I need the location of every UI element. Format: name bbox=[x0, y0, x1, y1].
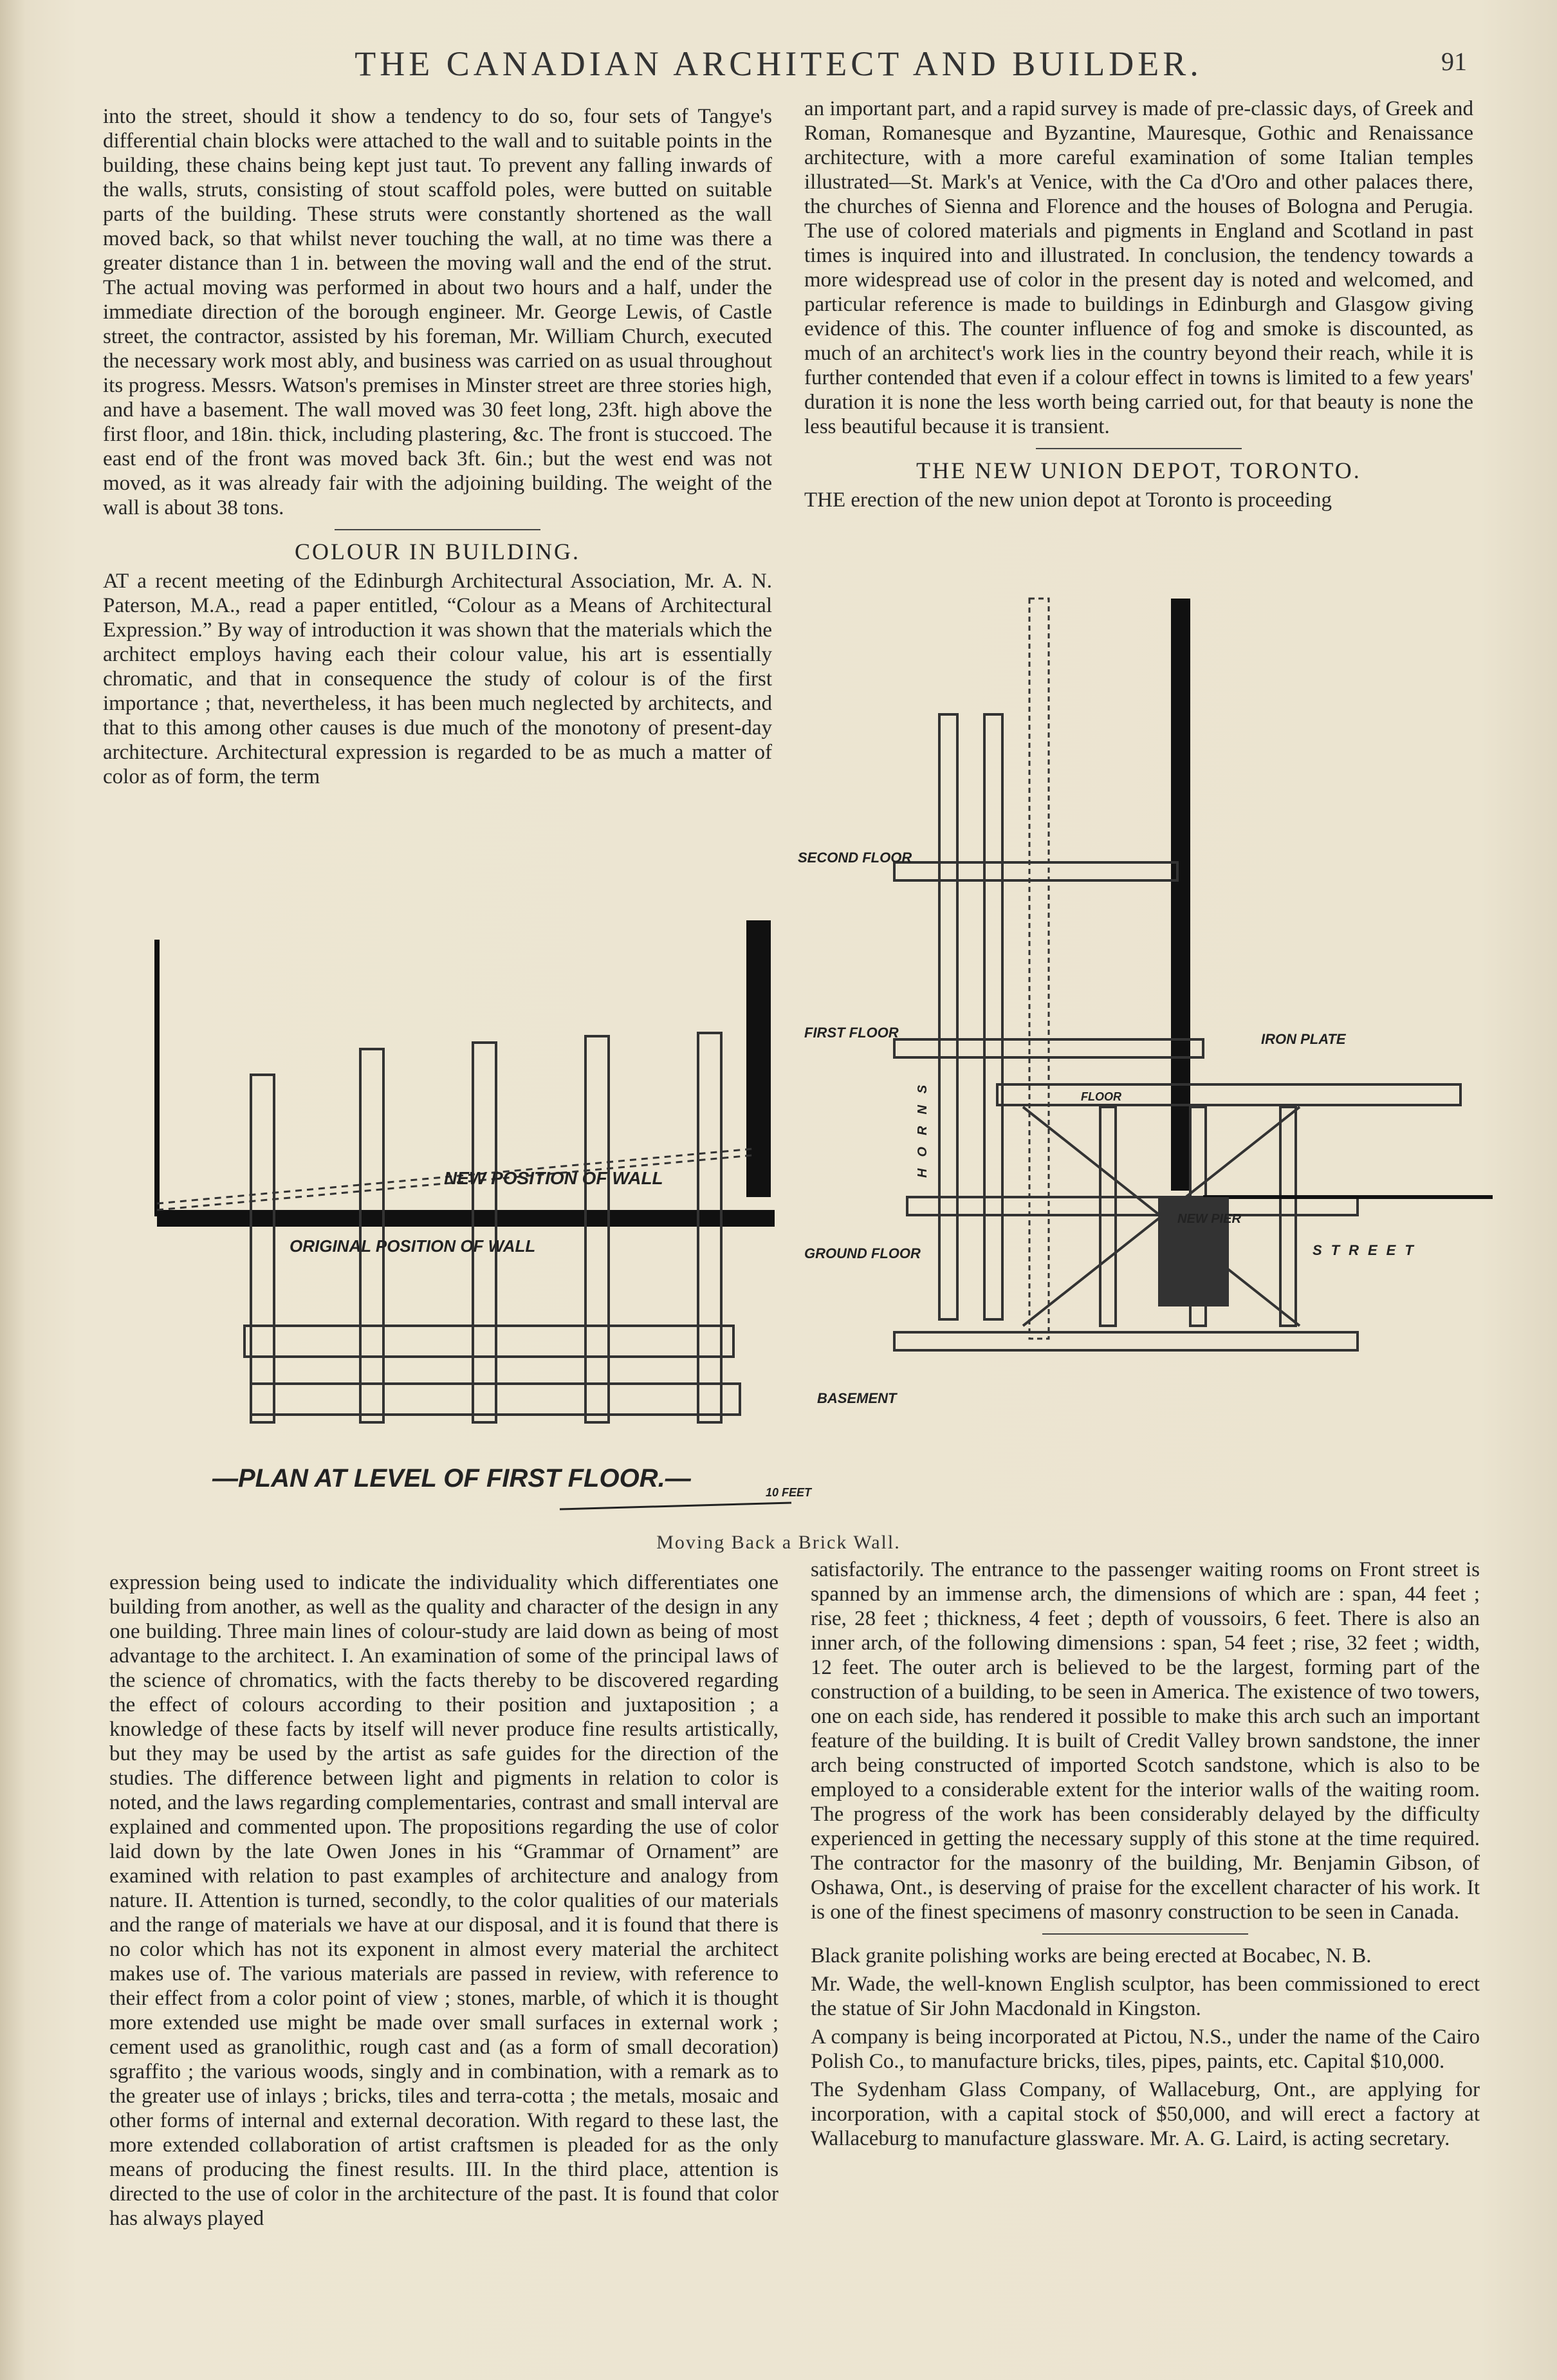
label-second-floor: SECOND FLOOR bbox=[798, 850, 912, 866]
depot-intro: THE erection of the new union depot at Toronto is proceeding bbox=[804, 488, 1332, 512]
right-column-top bbox=[804, 97, 1473, 516]
label-original-position: ORIGINAL POSITION OF WALL bbox=[290, 1236, 536, 1256]
section-drawing bbox=[791, 579, 1493, 1406]
plan-title: —PLAN AT LEVEL OF FIRST FLOOR.— bbox=[212, 1464, 691, 1492]
article-paragraph: into the street, should it show a tendency to do so, four sets of Tangye's differential chain blocks were attached to the wall and to suitable points in the building, these chains being kept just taut. To prevent any falling inwards of the walls, struts, consisting of stout scaffold poles, were butted on suitable parts of the building. These struts were constantly shortened as the wall moved back, so that whilst never touching the wall, at no time was there a greater distance than 1 in. between the moving wall and the end of the strut. The actual moving was performed in about two hours and a half, under the immediate direction of the borough engineer. Mr. George Lewis, of Castle street, the contractor, assisted by his foreman, Mr. William Church, executed the necessary work most ably, and business was carried on as usual throughout its progress. Messrs. Watson's premises in Minster street are three stories high, and have a basement. The wall moved was 30 feet long, 23ft. high above the first floor, and 18in. thick, including plastering, &c. The front is stuccoed. The east end of the front was moved back 3ft. 6in.; but the west end was not moved, as it was already fair with the adjoining building. The weight of the wall is about 38 tons. bbox=[103, 105, 772, 519]
masthead: THE CANADIAN ARCHITECT AND BUILDER. bbox=[355, 44, 1202, 83]
colour-paragraph-cont: an important part, and a rapid survey is made of pre-classic days, of Greek and Roman, Romanesque and Byzantine, Mauresque, Gothic and Renaissance architecture, with a more careful examination of some Italian temples illustrated—St. Mark's at Venice, with the Ca d'Oro and other palaces there, the churches of Sienna and Florence and the houses of Bologna and Perugia. The use of colored materials and pigments in England and Scotland in past times is inquired into and illustrated. In conclusion, the tendency towards a more widespread use of color in the present day is noted and welcomed, and particular reference is made to buildings in Edinburgh and Glasgow giving evidence of this. The counter influence of fog and smoke is discounted, as much of an architect's work lies in the country beyond their reach, while it is further contended that even if a colour effect in towns is limited to a few years' duration it is none the less worth being carried out, for that beauty is none the less beautiful because it is transient. bbox=[804, 97, 1473, 438]
news-note: Mr. Wade, the well-known English sculptor, has been commissioned to erect the statue of Sir John Macdonald in Kingston. bbox=[811, 1973, 1480, 2020]
divider bbox=[1036, 448, 1242, 449]
depot-heading: THE NEW UNION DEPOT, TORONTO. bbox=[916, 458, 1361, 483]
label-iron-plate: IRON PLATE bbox=[1261, 1031, 1346, 1047]
label-street: STREET bbox=[1313, 1242, 1423, 1258]
label-new-position: NEW POSITION OF WALL bbox=[444, 1168, 663, 1188]
news-note: Black granite polishing works are being erected at Bocabec, N. B. bbox=[811, 1944, 1372, 1967]
label-first-floor: FIRST FLOOR bbox=[804, 1025, 899, 1041]
news-note: A company is being incorporated at Pictou, N.S., under the name of the Cairo Polish Co., to manufacture bricks, tiles, pipes, paints, etc. Capital $10,000. bbox=[811, 2025, 1480, 2073]
left-column-bottom bbox=[109, 1570, 778, 2235]
page-number: 91 bbox=[1441, 47, 1467, 76]
label-ground-floor: GROUND FLOOR bbox=[804, 1245, 921, 1261]
divider bbox=[335, 529, 540, 530]
colour-heading: COLOUR IN BUILDING. bbox=[295, 539, 580, 564]
right-column-bottom bbox=[811, 1557, 1480, 2155]
plan-drawing bbox=[122, 901, 812, 1525]
label-basement: BASEMENT bbox=[817, 1390, 897, 1406]
news-note: The Sydenham Glass Company, of Wallaceburg, Ont., are applying for incorporation, with a capital stock of $50,000, and will erect a factory at Wallaceburg to manufacture glassware. Mr. A. G. Laird, is acting secretary. bbox=[811, 2078, 1480, 2150]
colour-paragraph: AT a recent meeting of the Edinburgh Architectural Association, Mr. A. N. Paterson, M.A., read a paper entitled, “Colour as a Means of Architectural Expression.” By way of introduction it was shown that the materials which the architect employs having each their colour value, his art is essentially chromatic, and that in consequence the study of colour is of the first importance ; that, nevertheless, it has been much neglected by architects, and that to this among other causes is due much of the monotony of present-day architecture. Architectural expression is regarded to be as much a matter of color as of form, the term bbox=[103, 570, 772, 788]
scale-label: 10 FEET bbox=[766, 1486, 812, 1499]
left-column-top bbox=[103, 104, 772, 793]
label-horns: HORNS bbox=[916, 1073, 930, 1178]
colour-paragraph-2: expression being used to indicate the individuality which differentiates one building from another, as well as the quality and character of the design in any one building. Three main lines of colour-study are laid down as being of most advantage to the architect. I. An examination of some of the principal laws of the science of chromatics, with the facts thereby to be discovered regarding the effect of colours according to their position and juxtaposition ; a knowledge of these facts by itself will never produce fine results artistically, but they may be used by the artist as safe guides for the direction of the studies. The difference between light and pigments in relation to color is noted, and the laws regarding complementaries, contrast and small interval are explained and commented upon. The propositions regarding the use of color laid down by the late Owen Jones in his “Grammar of Ornament” are examined with relation to past examples of architecture and analogy from nature. II. Attention is turned, secondly, to the color qualities of our materials and the range of materials we have at our disposal, and it is found that there is no color which has not its exponent in almost every material the architect makes use of. The various materials are passed in review, with reference to their effect from a color point of view ; stones, marble, of which it is thought more extended use might be made over small surfaces in external work ; cement used as granolithic, rough cast and (as a form of small decoration) sgraffito ; the various woods, singly and in combination, with a remark as to the greater use of inlays ; bricks, tiles and terra-cotta ; the metals, mosaic and other forms of internal and external decoration. With regard to these last, the more extended collaboration of artist craftsmen is pleaded for as the only means of producing the finest results. III. In the third place, attention is directed to the use of color in the architecture of the past. It is found that color has always played bbox=[109, 1571, 778, 2230]
depot-paragraph: satisfactorily. The entrance to the passenger waiting rooms on Front street is spanned by an immense arch, the dimensions of which are : span, 44 feet ; rise, 28 feet ; thickness, 4 feet ; depth of voussoirs, 6 feet. There is also an inner arch, of the following dimensions : span, 54 feet ; rise, 32 feet ; width, 12 feet. The outer arch is believed to be the largest, forming part of the construction of a building, to be seen in America. The existence of two towers, one on each side, has rendered it possible to make this arch such an important feature of the building. It is built of Credit Valley brown sandstone, the inner arch being constructed of imported Scotch sandstone, which is also to be employed to a considerable extent for the interior walls of the waiting room. The progress of the work has been considerably delayed by the difficulty experienced in getting the necessary supply of this stone at the time required. The contractor for the masonry of the building, Mr. Benjamin Gibson, of Oshawa, Ont., is deserving of praise for the excellent character of his work. It is one of the finest specimens of masonry construction to be seen in Canada. bbox=[811, 1558, 1480, 1924]
label-new-pier: NEW PIER bbox=[1177, 1212, 1241, 1226]
figure-caption: Moving Back a Brick Wall. bbox=[656, 1532, 901, 1553]
divider bbox=[1042, 1933, 1248, 1935]
label-floor: FLOOR bbox=[1081, 1090, 1121, 1103]
